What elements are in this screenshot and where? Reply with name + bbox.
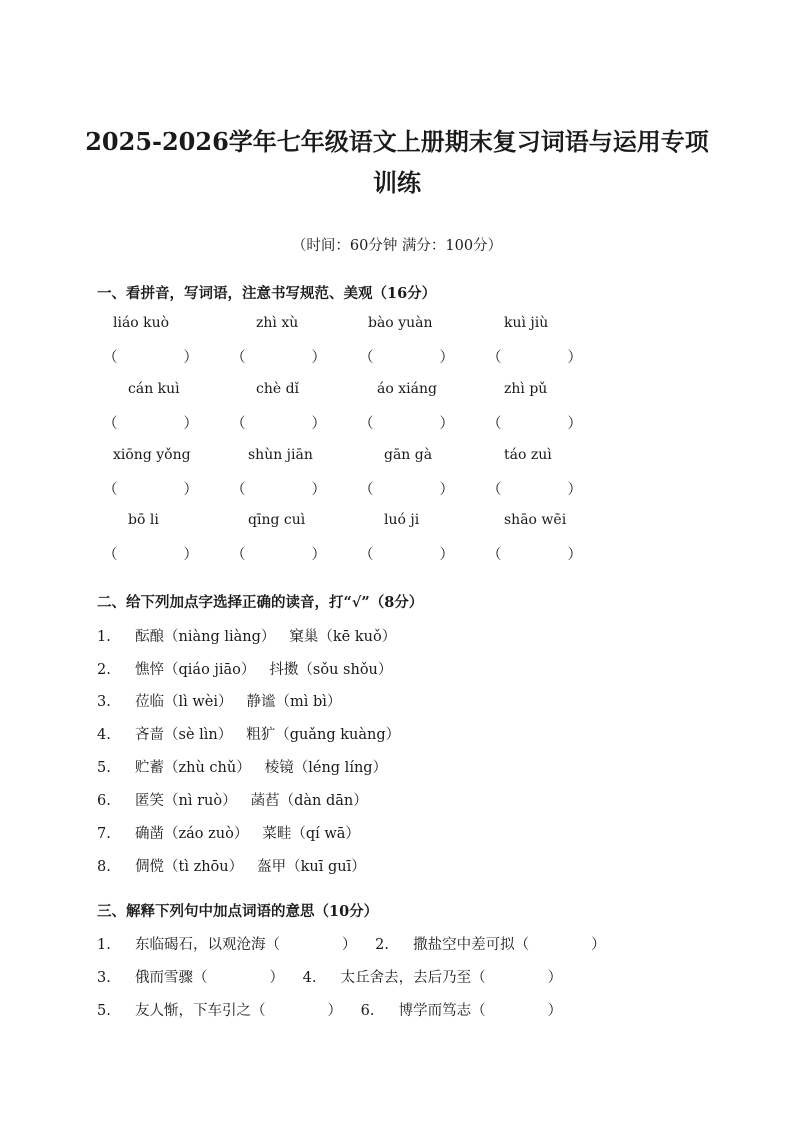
section2-heading: 二、给下列加点字选择正确的读音，打“√”（8分）	[97, 594, 424, 611]
page-title-line2: 训练	[373, 168, 421, 197]
answer-row: （ ） （ ） （ ） （ ）	[103, 482, 582, 498]
list-item: 7. 确凿（záo zuò） 菜畦（qí wā）	[97, 826, 360, 842]
list-item: 5. 贮蓄（zhù chǔ） 棱镜（léng líng）	[97, 760, 388, 776]
pinyin-item: chè dǐ	[256, 381, 300, 397]
pinyin-item: liáo kuò	[113, 315, 170, 331]
answer-row: （ ） （ ） （ ） （ ）	[103, 547, 582, 563]
pinyin-item: shùn jiān	[248, 447, 313, 463]
pinyin-item: qīng cuì	[248, 512, 306, 528]
pinyin-item: áo xiáng	[377, 381, 437, 397]
pinyin-item: bō li	[128, 512, 159, 528]
question-row: 1. 东临碣石，以观沧海（ ） 2. 撒盐空中差可拟（ ）	[97, 937, 606, 953]
list-item: 6. 匿笑（nì ruò） 菡萏（dàn dān）	[97, 793, 368, 809]
list-item: 1. 酝酿（niàng liàng） 窠巢（kē kuǒ）	[97, 629, 397, 645]
pinyin-item: zhì pǔ	[504, 381, 548, 397]
pinyin-row	[0, 512, 794, 532]
answer-row: （ ） （ ） （ ） （ ）	[103, 350, 582, 366]
pinyin-item: shāo wēi	[504, 512, 567, 528]
list-item: 8. 倜傥（tì zhōu） 盔甲（kuī guī）	[97, 859, 366, 875]
list-item: 4. 吝啬（sè lìn） 粗犷（guǎng kuàng）	[97, 727, 401, 743]
question-row: 5. 友人惭，下车引之（ ） 6. 博学而笃志（ ）	[97, 1003, 563, 1019]
section3-heading: 三、解释下列句中加点词语的意思（10分）	[97, 903, 379, 920]
exam-info: （时间：60分钟 满分：100分）	[291, 238, 503, 254]
section1-heading: 一、看拼音，写词语，注意书写规范、美观（16分）	[97, 285, 437, 302]
pinyin-item: xiōng yǒng	[113, 447, 191, 463]
pinyin-item: kuì jiù	[504, 315, 549, 331]
pinyin-row	[0, 447, 794, 467]
list-item: 3. 莅临（lì wèi） 静谧（mì bì）	[97, 694, 342, 710]
list-item: 2. 憔悴（qiáo jiāo） 抖擞（sǒu shǒu）	[97, 662, 393, 678]
answer-row: （ ） （ ） （ ） （ ）	[103, 416, 582, 432]
question-row: 3. 俄而雪骤（ ） 4. 太丘舍去，去后乃至（ ）	[97, 970, 563, 986]
pinyin-item: táo zuì	[504, 447, 552, 463]
pinyin-item: bào yuàn	[368, 315, 433, 331]
pinyin-item: gān gà	[384, 447, 433, 463]
pinyin-item: cán kuì	[128, 381, 180, 397]
pinyin-row	[0, 381, 794, 401]
pinyin-item: zhì xù	[256, 315, 299, 331]
page-title-line1: 2025-2026学年七年级语文上册期末复习词语与运用专项	[85, 127, 709, 156]
pinyin-row	[0, 315, 794, 335]
pinyin-item: luó ji	[384, 512, 420, 528]
